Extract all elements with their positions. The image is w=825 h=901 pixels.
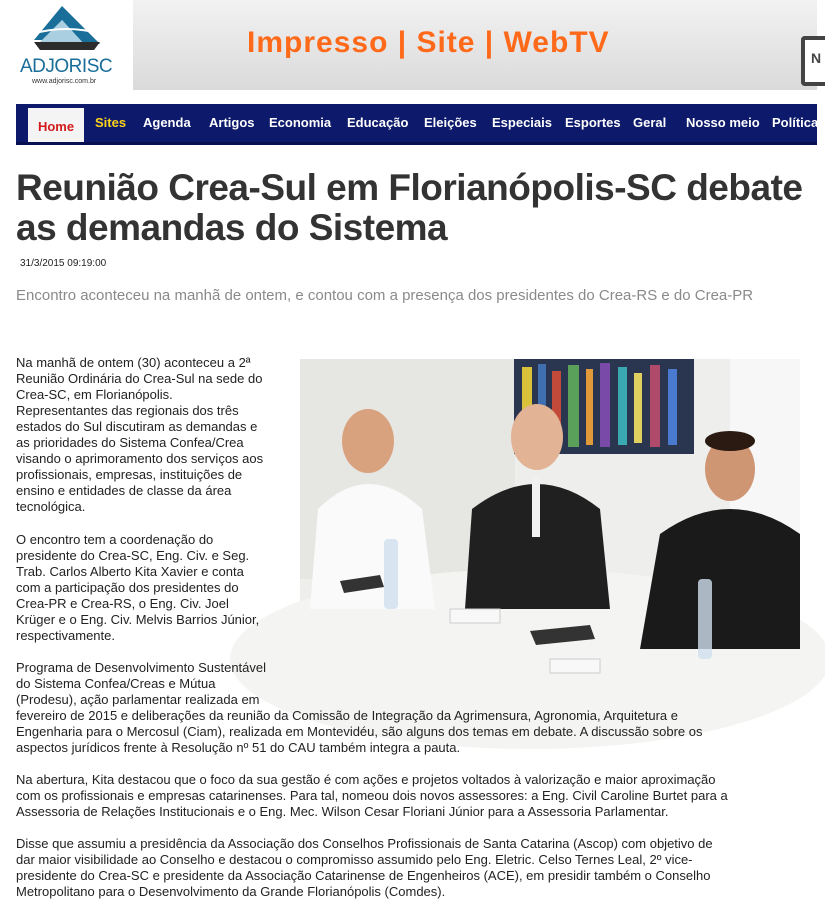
article-title: Reunião Crea-Sul em Florianópolis-SC debate as demandas do Sistema <box>16 167 803 248</box>
article-paragraph-5 <box>16 836 806 900</box>
banner-text: Impresso | Site | WebTV <box>247 26 610 59</box>
article-paragraph-2 <box>16 532 292 644</box>
paragraph-line: presidente do Crea-SC, Eng. Civ. e Seg. <box>16 548 250 563</box>
paragraph-line: estados do Sul discutiram as demandas e <box>16 419 258 434</box>
paragraph-line: Assessoria de Relações Institucionais e o Eng. Mec. Wilson Cesar Floriani Júnior para a Assessoria Parlamentar. <box>16 804 669 819</box>
logo-name-b: SC <box>86 56 113 77</box>
paragraph-line: ensino e entidades de classe da área <box>16 483 232 498</box>
paragraph-line: do Sistema Confea/Creas e Mútua <box>16 676 216 691</box>
paragraph-line: com os profissionais e empresas catarinenses. Para tal, nomeou dois novos assessores: a Eng. Civil Caroline Burtet para a <box>16 788 728 803</box>
tv-icon <box>801 36 825 86</box>
nav-item-nosso-meio[interactable]: Nosso meio <box>686 115 760 130</box>
nav-item-eleicoes[interactable]: Eleições <box>424 115 477 130</box>
paragraph-line: com a participação dos presidentes do <box>16 580 239 595</box>
main-nav <box>16 104 817 145</box>
paragraph-line: Disse que assumiu a presidência da Associação dos Conselhos Profissionais de Santa Catarina (Ascop) com objetivo de <box>16 836 713 851</box>
paragraph-line: Crea-PR e Crea-RS, o Eng. Civ. Joel <box>16 596 229 611</box>
paragraph-line: Crea-SC, em Florianópolis. <box>16 387 173 402</box>
paragraph-line: presidente do Crea-SC e presidente da Associação Catarinense de Engenheiros (ACE), em presidir também o Conselho <box>16 868 711 883</box>
paragraph-line: Reunião Ordinária do Crea-Sul na sede do <box>16 371 263 386</box>
paragraph-line: aspectos jurídicos frente à Resolução nº 51 do CAU também integra a pauta. <box>16 740 461 755</box>
meeting-photo-illustration <box>300 359 800 692</box>
paragraph-line: Programa de Desenvolvimento Sustentável <box>16 660 267 675</box>
paragraph-line: Metropolitano para o Desenvolvimento da Grande Florianópolis (Comdes). <box>16 884 446 899</box>
nav-item-politica[interactable]: Política <box>772 115 819 130</box>
logo-url: www.adjorisc.com.br <box>32 78 97 85</box>
paragraph-line: tecnológica. <box>16 499 86 514</box>
paragraph-line: Representantes das regionais dos três <box>16 403 239 418</box>
paragraph-line: respectivamente. <box>16 628 115 643</box>
article-paragraph-3 <box>16 660 806 756</box>
paragraph-line: Engenharia para o Mercosul (Ciam), realizada em Montevidéu, são alguns dos temas em debate. A discussão sobre os <box>16 724 703 739</box>
nav-item-artigos[interactable]: Artigos <box>209 115 255 130</box>
nav-item-economia[interactable]: Economia <box>269 115 332 130</box>
article-date: 31/3/2015 09:19:00 <box>20 258 107 269</box>
paragraph-line: dar maior visibilidade ao Conselho e destacou o compromisso assumido pelo Eng. Eletric. Celso Ternes Leal, 2º vice- <box>16 852 693 867</box>
nav-item-home[interactable]: Home <box>28 108 84 142</box>
nav-item-sites[interactable]: Sites <box>95 115 127 130</box>
paragraph-line: fevereiro de 2015 e deliberações da reunião da Comissão de Integração da Agrimensura, Agronomia, Arquitetura e <box>16 708 678 723</box>
site-logo[interactable] <box>0 0 133 92</box>
nav-item-educacao[interactable]: Educação <box>347 115 409 130</box>
article-paragraph-1 <box>16 355 292 515</box>
article-photo[interactable] <box>300 359 800 692</box>
paragraph-line: (Prodesu), ação parlamentar realizada em <box>16 692 260 707</box>
tv-letter: N <box>811 50 822 66</box>
header-banner[interactable] <box>133 0 822 90</box>
mountain-logo-icon <box>28 4 106 56</box>
paragraph-line: Krüger e o Eng. Civ. Melvis Barrios Júnior, <box>16 612 260 627</box>
logo-wordmark <box>20 56 112 78</box>
logo-name-a: ADJORI <box>20 56 87 77</box>
nav-item-esportes[interactable]: Esportes <box>565 115 621 130</box>
paragraph-line: visando o aprimoramento dos serviços aos <box>16 451 264 466</box>
nav-item-especiais[interactable]: Especiais <box>492 115 552 130</box>
paragraph-line: Na manhã de ontem (30) aconteceu a 2ª <box>16 355 251 370</box>
article-subtitle: Encontro aconteceu na manhã de ontem, e contou com a presença dos presidentes do Crea-RS e do Crea-PR <box>16 287 754 304</box>
nav-item-agenda[interactable]: Agenda <box>143 115 191 130</box>
paragraph-line: Trab. Carlos Alberto Kita Xavier e conta <box>16 564 244 579</box>
site-header <box>0 0 822 92</box>
paragraph-line: Na abertura, Kita destacou que o foco da sua gestão é com ações e projetos voltados à valorização e maior aproximação <box>16 772 716 787</box>
paragraph-line: profissionais, empresas, instituições de <box>16 467 243 482</box>
paragraph-line: as prioridades do Sistema Confea/Crea <box>16 435 244 450</box>
paragraph-line: O encontro tem a coordenação do <box>16 532 214 547</box>
nav-item-geral[interactable]: Geral <box>633 115 667 130</box>
article-paragraph-4 <box>16 772 806 820</box>
